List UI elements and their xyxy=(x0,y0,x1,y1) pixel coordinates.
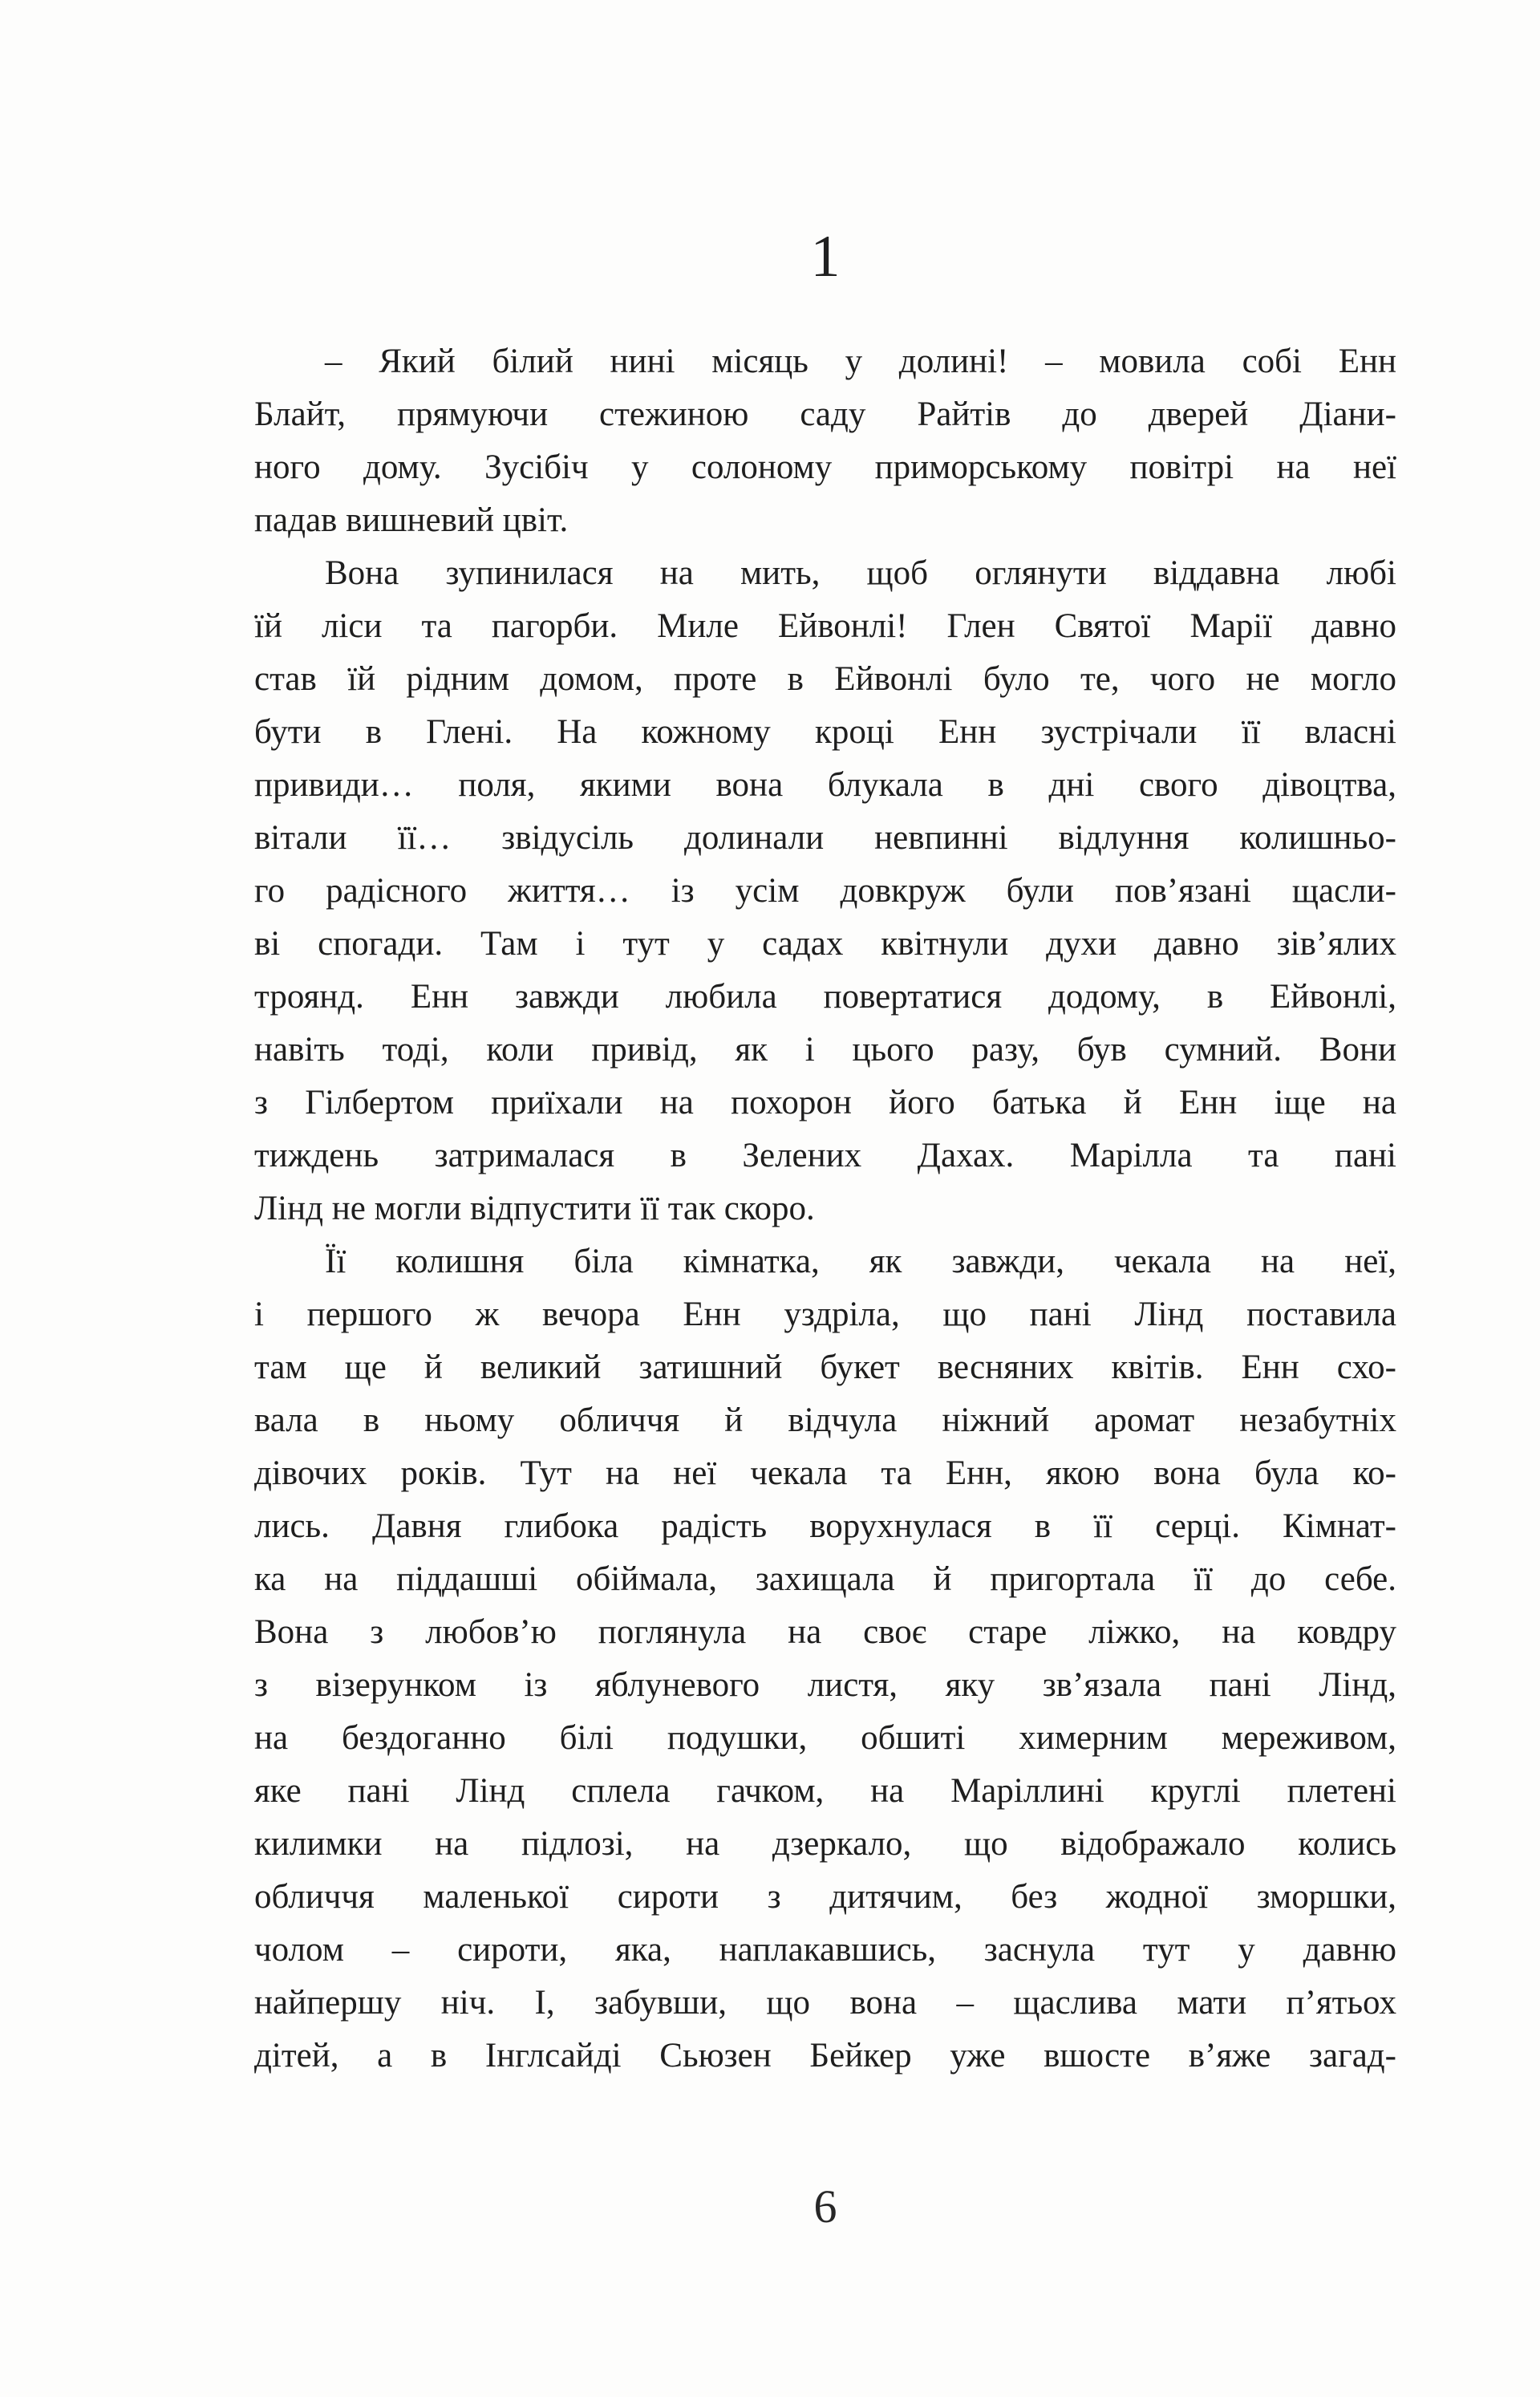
text-line: троянд. Енн завжди любила повертатися додому, в Ейвонлі, xyxy=(254,978,1396,1016)
text-line: дівочих років. Тут на неї чекала та Енн, якою вона була ко- xyxy=(254,1454,1396,1492)
page-number: 6 xyxy=(813,2180,837,2233)
text-line: найпершу ніч. І, забувши, що вона – щаслива мати п’ятьох xyxy=(254,1984,1396,2022)
text-line: – Який білий нині місяць у долині! – мовила собі Енн xyxy=(325,343,1396,380)
paragraph xyxy=(254,547,1396,1235)
text-line: го радісного життя… із усім довкруж були пов’язані щасли- xyxy=(254,872,1396,910)
text-line: вітали її… звідусіль долинали невпинні відлуння колишньо- xyxy=(254,819,1396,857)
text-line: лись. Давня глибока радість ворухнулася в її серці. Кімнат- xyxy=(254,1507,1396,1545)
text-line: і першого ж вечора Енн уздріла, що пані Лінд поставила xyxy=(254,1296,1396,1333)
body-text xyxy=(254,335,1396,2083)
text-line: ного дому. Зусібіч у солоному приморському повітрі на неї xyxy=(254,448,1396,486)
text-line: Її колишня біла кімнатка, як завжди, чекала на неї, xyxy=(325,1243,1396,1280)
text-line: бути в Глені. На кожному кроці Енн зустрічали її власні xyxy=(254,713,1396,751)
text-line: тиждень затрималася в Зелених Дахах. Марілла та пані xyxy=(254,1137,1396,1174)
paragraph xyxy=(254,335,1396,547)
paragraph xyxy=(254,1235,1396,2083)
text-line: вала в ньому обличчя й відчула ніжний аромат незабутніх xyxy=(254,1401,1396,1439)
text-line: чолом – сироти, яка, наплакавшись, заснула тут у давню xyxy=(254,1931,1396,1969)
text-line: яке пані Лінд сплела гачком, на Маріллині круглі плетені xyxy=(254,1772,1396,1810)
text-line: там ще й великий затишний букет весняних квітів. Енн схо- xyxy=(254,1349,1396,1386)
text-line: дітей, а в Інглсайді Сьюзен Бейкер уже вшосте в’яже загад- xyxy=(254,2037,1396,2075)
text-line: з Гілбертом приїхали на похорон його батька й Енн іще на xyxy=(254,1084,1396,1121)
text-line: Вона з любов’ю поглянула на своє старе ліжко, на ковдру xyxy=(254,1613,1396,1651)
text-line: обличчя маленької сироти з дитячим, без жодної зморшки, xyxy=(254,1878,1396,1916)
text-line: ві спогади. Там і тут у садах квітнули духи давно зів’ялих xyxy=(254,925,1396,963)
text-line: привиди… поля, якими вона блукала в дні свого дівоцтва, xyxy=(254,766,1396,804)
text-line: ка на піддашші обіймала, захищала й пригортала її до себе. xyxy=(254,1560,1396,1598)
text-line: килимки на підлозі, на дзеркало, що відображало колись xyxy=(254,1825,1396,1863)
text-line: на бездоганно білі подушки, обшиті химерним мереживом, xyxy=(254,1719,1396,1757)
text-line: Вона зупинилася на мить, щоб оглянути віддавна любі xyxy=(325,554,1396,592)
text-line: навіть тоді, коли привід, як і цього разу, був сумний. Вони xyxy=(254,1031,1396,1069)
text-line: з візерунком із яблуневого листя, яку зв’язала пані Лінд, xyxy=(254,1666,1396,1704)
text-line: падав вишневий цвіт. xyxy=(254,501,569,539)
chapter-number: 1 xyxy=(810,224,841,290)
text-line: Лінд не могли відпустити її так скоро. xyxy=(254,1190,815,1227)
text-line: став їй рідним домом, проте в Ейвонлі було те, чого не могло xyxy=(254,660,1396,698)
text-line: Блайт, прямуючи стежиною саду Райтів до дверей Діани- xyxy=(254,395,1396,433)
text-line: їй ліси та пагорби. Миле Ейвонлі! Глен Святої Марії давно xyxy=(254,607,1396,645)
